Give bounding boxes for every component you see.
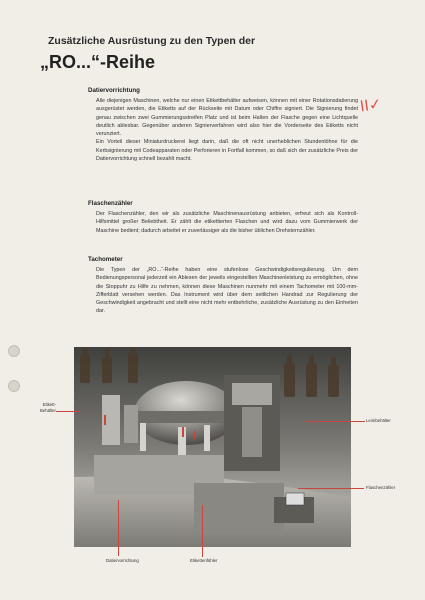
section-heading-tachometer: Tachometer [88,256,123,263]
label-line: Etikett- [42,402,56,407]
section-body-tachometer [96,266,358,316]
label-leimbehaelter: Leimbehälter [366,418,391,423]
handwritten-check-mark: II✓ [358,94,383,116]
label-etikettenfuehler: Etikettenfühler [190,558,218,563]
page-subtitle: Zusätzliche Ausrüstung zu den Typen der [48,35,256,47]
leader-line-datiervorrichtung [118,500,119,556]
paragraph: Alle diejenigen Maschinen, welche nur einen Etikettbehälter aufweisen, können mit einer Rotationsdatierung ausgerüstet werden, die Etiketts auf der Rückseite mit Datum oder Chiffre signiert. Die Signierung findet genau zwischen zwei Gummierungsstreifen Platz und ist beim Halten der Flasche gegen eine Lichtquelle deutlich ablesbar. Gegenüber anderen Signierverfahren wird also hier die Vorderseite des Etiketts nicht verunziert. [96,98,358,138]
leader-line-etikettenfuehler [202,505,203,557]
section-body-flaschenzaehler [96,210,358,235]
paragraph: Der Flaschenzähler, den wir als zusätzliche Maschinenausrüstung anbieten, erfreut sich als Kontroll-Hilfsmittel großer Beliebtheit. Er zählt die etikettierten Flaschen und wird dazu vom Gummierwerk der Maschine bedient; dadurch arbeitet er zuverlässiger als die bisher üblichen Drehsternzähler. [96,211,358,234]
section-heading-flaschenzaehler: Flaschenzähler [88,200,133,207]
label-etikettbehaelter [32,402,56,413]
leader-line-etikettbehaelter [56,411,80,412]
leader-line-flaschenzaehler [298,488,364,489]
paragraph: Die Typen der „RO...“-Reihe haben eine stufenlose Geschwindigkeitsregulierung. Um dem Bedienungspersonal jederzeit ein Ablesen der jeweils eingestellten Maschinenleistung zu ermöglichen, ohne die Stoppuhr zu Hilfe zu nehmen, können diese Maschinen nunmehr mit einem Tachometer mit 100-mm-Zifferblatt versehen werden. Das Instrument wird über dem seitlichen Handrad zur Regulierung der Geschwindigkeit angebracht und stellt eine nicht mehr entbehrliche, zusätzliche Ausrüstung zu den Einheiten dar. [96,267,358,315]
label-flaschenzaehler: Flaschenzähler [366,485,396,490]
punch-hole-lower [8,380,20,392]
section-heading-datiervorrichtung: Datiervorrichtung [88,87,140,94]
punch-hole-upper [8,345,20,357]
machine-photo [74,347,351,547]
label-datiervorrichtung: Datiervorrichtung [106,558,139,563]
paragraph: Ein Vorteil dieser Miniaturdruckerei liegt darin, daß die oft nicht unerheblichen Stundenlöhne für die Kerbsignierung mit Codeapparaten oder Perforieren in Fortfall kommen, so daß sich der zusätzliche Preis der Datiervorrichtung schnell bezahlt macht. [96,139,358,163]
section-body-datiervorrichtung [96,97,358,163]
page-title: „RO...“-Reihe [40,52,156,72]
machine-illustration [74,347,351,547]
label-line: Behälter [39,407,56,413]
leader-line-leimbehaelter [305,421,365,422]
